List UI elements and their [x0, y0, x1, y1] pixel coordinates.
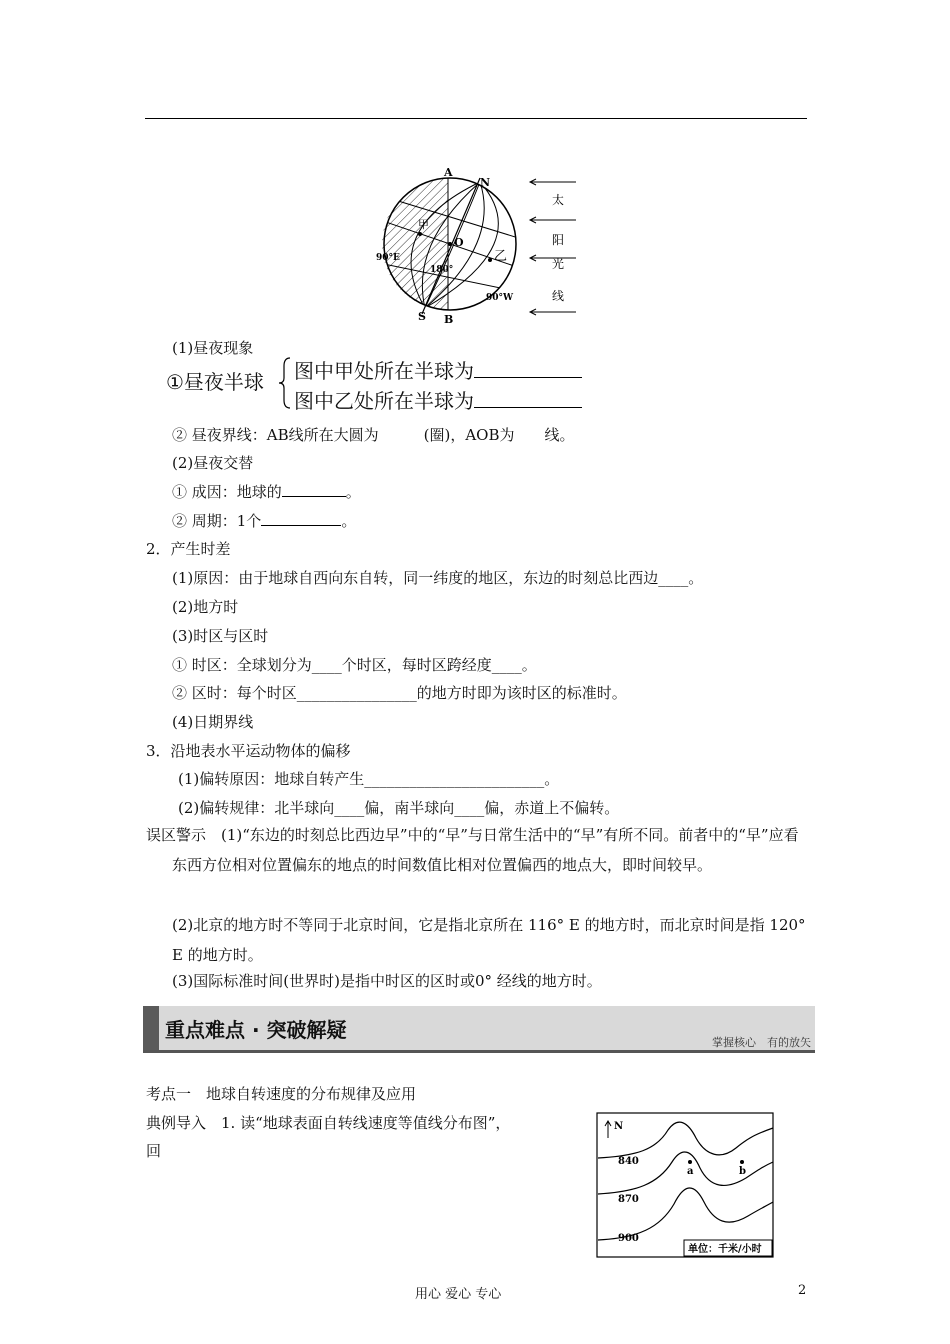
- label-b: B: [444, 313, 454, 326]
- label-90w: 90°W: [486, 293, 514, 303]
- s2-zone-title: (3)时区与区时: [172, 627, 269, 645]
- s1-title2: (2)昼夜交替: [172, 454, 254, 472]
- brace-icon: [278, 356, 292, 410]
- brace-line-2: 图中乙处所在半球为: [294, 385, 582, 414]
- s1-cause: ① 成因：地球的 。: [172, 483, 361, 501]
- header-rule: [145, 118, 807, 119]
- s2-dateline: (4)日期界线: [172, 713, 254, 731]
- point-a: a: [687, 1166, 694, 1177]
- contour-900: 900: [618, 1233, 639, 1244]
- s2-cause: (1)原因：由于地球自西向东自转，同一纬度的地区，东边的时刻总比西边____。: [172, 569, 704, 587]
- kp-example-line1: 典例导入 1. 读“地球表面自转线速度等值线分布图”，: [146, 1114, 511, 1132]
- label-o: O: [454, 236, 464, 249]
- kp-title: 考点一 地球自转速度的分布规律及应用: [146, 1085, 417, 1103]
- label-90e: 90°E: [376, 253, 400, 263]
- page-number: 2: [798, 1283, 807, 1298]
- s2-zone1: ① 时区：全球划分为____个时区，每时区跨经度____。: [172, 656, 537, 674]
- footer-center: 用心 爱心 专心: [415, 1287, 502, 1302]
- sun-char-4: 线: [552, 289, 565, 303]
- point-b: b: [739, 1166, 746, 1177]
- label-yi: 乙: [494, 249, 508, 264]
- contour-840: 840: [618, 1156, 639, 1167]
- s3-rule: (2)偏转规律：北半球向____偏，南半球向____偏，赤道上不偏转。: [178, 799, 620, 817]
- north-label: N: [614, 1121, 624, 1132]
- s2-title: 2．产生时差: [146, 540, 231, 558]
- sun-char-1: 太: [552, 193, 565, 207]
- globe-diagram: [360, 160, 590, 328]
- unit-label: 单位：千米/小时: [688, 1244, 762, 1255]
- contour-map: [596, 1112, 774, 1258]
- sun-char-3: 光: [552, 257, 565, 271]
- label-180: 180°: [430, 265, 454, 275]
- sun-char-2: 阳: [552, 233, 565, 247]
- s1-item2: ② 昼夜界线：AB线所在大圆为 (圈)，AOB为 线。: [172, 426, 575, 444]
- brace-label: ①昼夜半球: [166, 370, 264, 394]
- kp-example-line2: 回: [146, 1142, 162, 1160]
- s3-reason: (1)偏转原因：地球自转产生________________________。: [178, 770, 560, 788]
- s1-period: ② 周期：1个 。: [172, 512, 357, 530]
- label-jia: 甲: [418, 218, 429, 231]
- contour-870: 870: [618, 1194, 639, 1205]
- section-banner: [143, 1006, 815, 1054]
- s3-title: 3．沿地表水平运动物体的偏移: [146, 742, 351, 760]
- banner-title: 重点难点 · 突破解疑: [165, 1018, 347, 1042]
- banner-subtitle: 掌握核心 有的放矢: [712, 1036, 811, 1049]
- s2-zone2: ② 区时：每个时区________________的地方时即为该时区的标准时。: [172, 684, 627, 702]
- s1-title: (1)昼夜现象: [172, 339, 254, 357]
- warning-p2: (2)北京的地方时不等同于北京时间，它是指北京所在 116° E 的地方时，而北京时间是指 120° E 的地方时。: [172, 916, 806, 964]
- warning-p3: (3)国际标准时间(世界时)是指中时区的区时或0° 经线的地方时。: [172, 972, 602, 990]
- label-n: N: [480, 176, 491, 189]
- s2-local: (2)地方时: [172, 598, 239, 616]
- brace-line-1: 图中甲处所在半球为: [294, 355, 582, 384]
- warning-p1: 误区警示 (1)“东边的时刻总比西边早”中的“早”与日常生活中的“早”有所不同。前者中的“早”应看东西方位相对位置偏东的地点的时间数值比相对位置偏西的地点大，即时间较早。: [146, 826, 799, 874]
- label-a: A: [444, 166, 453, 179]
- label-s: S: [418, 310, 426, 323]
- night-hemisphere: [382, 178, 448, 310]
